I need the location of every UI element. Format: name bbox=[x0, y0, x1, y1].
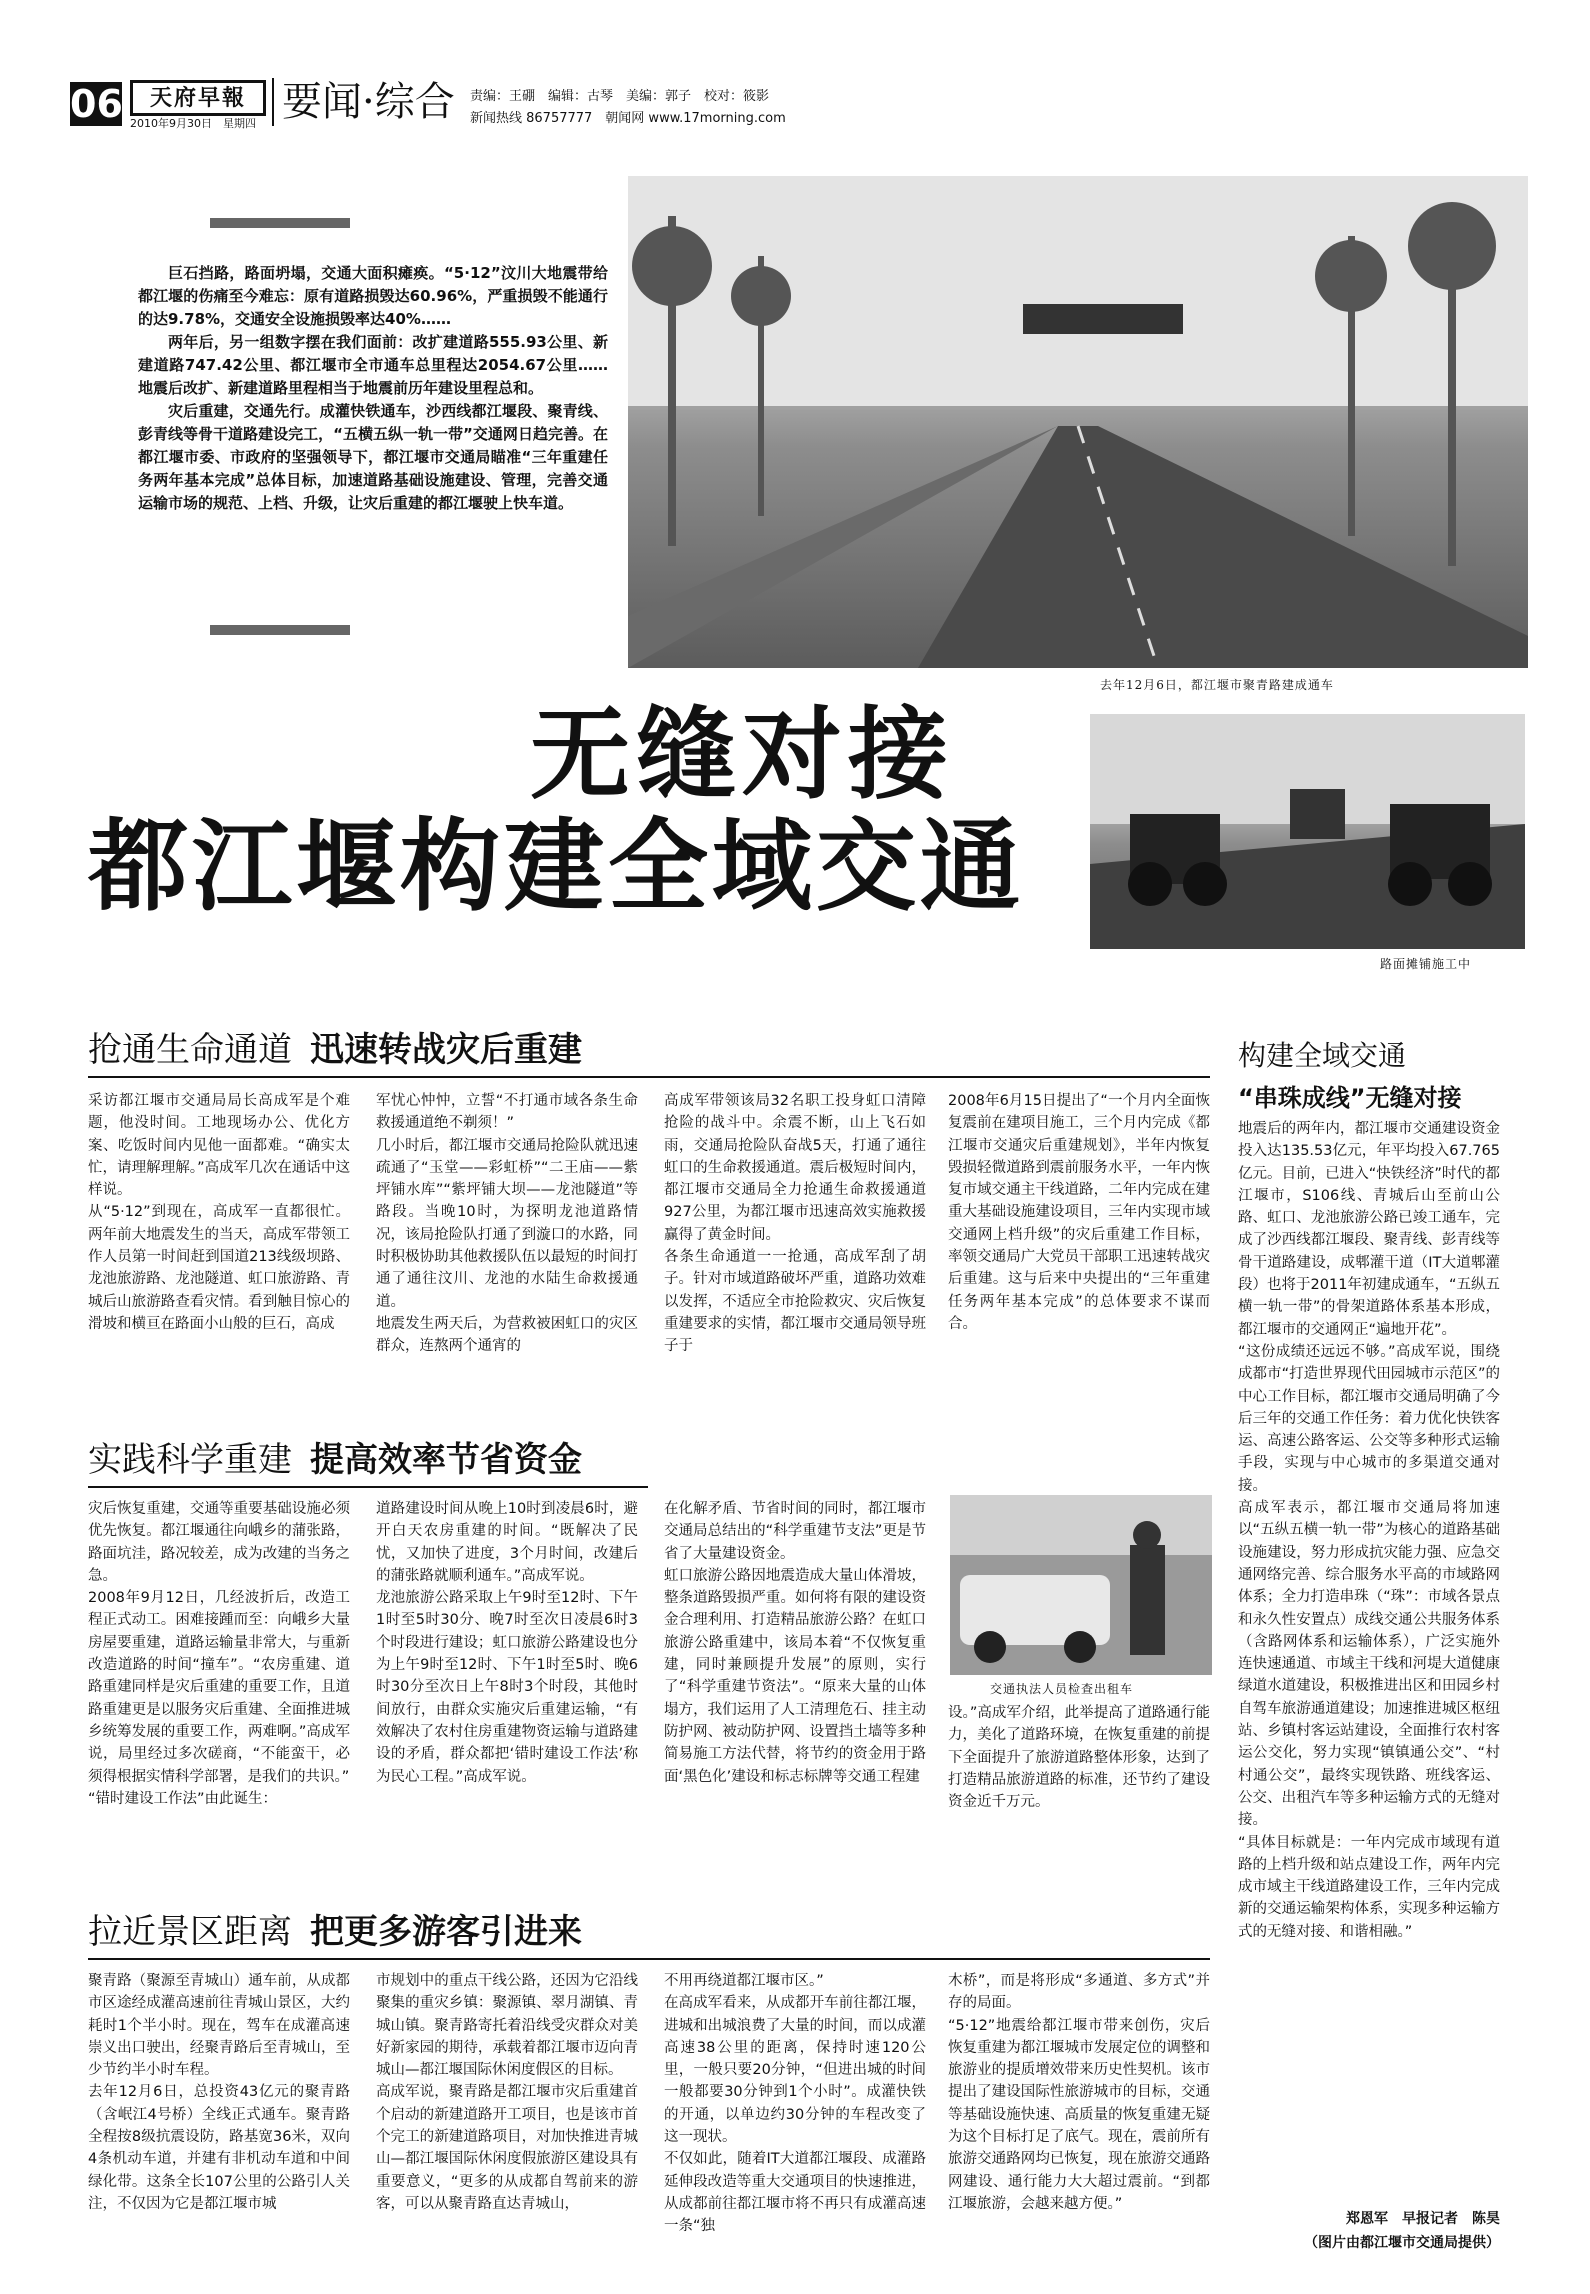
lower-photo-caption: 交通执法人员检查出租车 bbox=[990, 1682, 1134, 1696]
taxi-inspection-photo bbox=[950, 1495, 1212, 1675]
lead-p1: 巨石挡路，路面坍塌，交通大面积瘫痪。“5·12”汶川大地震带给都江堰的伤痛至今难忘：原有道路损毁达60.96%，严重损毁不能通行的达9.78%，交通安全设施损毁率达40%…… bbox=[138, 264, 608, 328]
section2-title-a: 实践科学重建 bbox=[88, 1440, 292, 1480]
section1-heading bbox=[88, 1030, 582, 1070]
paving-illustration bbox=[1090, 714, 1525, 949]
section1-col1: 采访都江堰市交通局局长高成军是个难题，他没时间。工地现场办公、优化方案、吃饭时间内见他一面都难。“确实太忙，请理解理解。”高成军几次在通话中这样说。 从“5·12”到现在，高成军一直都很忙。两年前大地震发生的当天，高成军带领工作人员第一时间赶到国道213线级坝路、龙池旅游路、龙池隧道、虹口旅游路、青城后山旅游路查看灾情。看到触目惊心的滑坡和横亘在路面小山般的巨石，高成 bbox=[88, 1093, 350, 1332]
lead-p2: 两年后，另一组数字摆在我们面前：改扩建道路555.93公里、新建道路747.42公里、都江堰市全市通车总里程达2054.67公里……地震后改扩、新建道路里程相当于地震前历年建设里程总和。 bbox=[138, 333, 608, 397]
section3-col1: 聚青路（聚源至青城山）通车前，从成都市区途经成灌高速前往青城山景区，大约耗时1个半小时。现在，驾车在成灌高速崇义出口驶出，经聚青路后至青城山，至少节约半小时车程。 去年12月6日，总投资43亿元的聚青路（含岷江4号桥）全线正式通车。聚青路全程按8级抗震设防，路基宽36米，双向4条机动车道，并建有非机动车道和中间绿化带。这条全长107公里的公路引人关注，不仅因为它是都江堰市城 bbox=[88, 1973, 350, 2212]
credits-editors: 责编：王硼 编辑：古琴 美编：郭子 校对：筱影 bbox=[470, 89, 770, 104]
section2-rule bbox=[88, 1486, 648, 1488]
lead-bracket-top bbox=[210, 218, 350, 228]
sidebar-title: 构建全域交通 bbox=[1238, 1039, 1407, 1072]
credits-hotline: 新闻热线 86757777 朝闻网 www.17morning.com bbox=[470, 111, 786, 126]
newspaper-logo: 天府早報 bbox=[130, 80, 266, 116]
sidebar-subtitle: “串珠成线”无缝对接 bbox=[1238, 1084, 1462, 1112]
section2-col1: 灾后恢复重建，交通等重要基础设施必须优先恢复。都江堰通往向峨乡的蒲张路，路面坑洼，路况较差，成为改建的当务之急。 2008年9月12日，几经波折后，改造工程正式动工。困难接踵而至：向峨乡大量房屋要重建，道路运输量非常大，与重新改造道路的时间“撞车”。“农房重建、道路重建同样是灾后重建的重要工作，且道路重建更是以服务灾后重建、全面推进城乡统筹发展的重要工作，两难啊。”高成军说，局里经过多次磋商，“不能蛮干，必须得根据实情科学部署，是我们的共识。” “错时建设工作法”由此诞生： bbox=[88, 1501, 350, 1807]
lead-p3: 灾后重建，交通先行。成灌快铁通车，沙西线都江堰段、聚青线、彭青线等骨干道路建设完工，“五横五纵一轨一带”交通网日趋完善。在都江堰市委、市政府的坚强领导下，都江堰市交通局瞄准“三年重建任务两年基本完成”总体目标，加速道路基础设施建设、管理，完善交通运输市场的规范、上档、升级，让灾后重建的都江堰驶上快车道。 bbox=[138, 402, 608, 512]
section3-col3: 不用再绕道都江堰市区。” 在高成军看来，从成都开车前往都江堰，进城和出城浪费了大量的时间，而以成灌高速38公里的距离，保持时速120公里，一般只要20分钟，“但进出城的时间一般都要30分钟到1个小时”。成灌快铁的开通，以单边约30分钟的车程改变了这一现状。 不仅如此，随着IT大道都江堰段、成灌路延伸段改造等重大交通项目的快速推进，从成都前往都江堰市将不再只有成灌高速一条“独 bbox=[664, 1973, 926, 2235]
road-photo bbox=[628, 176, 1528, 668]
lead-paragraphs bbox=[138, 262, 608, 515]
paving-photo bbox=[1090, 714, 1525, 949]
taxi-illustration bbox=[950, 1495, 1212, 1675]
headline-line1: 无缝对接 bbox=[530, 696, 954, 813]
section2-title-b: 提高效率节省资金 bbox=[310, 1440, 582, 1480]
road-illustration bbox=[628, 176, 1528, 668]
section1-title-b: 迅速转战灾后重建 bbox=[310, 1030, 582, 1070]
section2-heading bbox=[88, 1440, 582, 1480]
lead-bracket-bottom bbox=[210, 625, 350, 635]
sidebar-byline: 郑恩军 早报记者 陈昊 bbox=[1346, 2211, 1500, 2227]
section3-heading bbox=[88, 1912, 582, 1952]
top-photo-caption: 去年12月6日，都江堰市聚青路建成通车 bbox=[1100, 678, 1334, 692]
photo-source: （图片由都江堰市交通局提供） bbox=[1304, 2235, 1500, 2251]
section3-col4: 木桥”，而是将形成“多通道、多方式”并存的局面。 “5·12”地震给都江堰市带来创伤，灾后恢复重建为都江堰城市发展定位的调整和旅游业的提质增效带来历史性契机。该市提出了建设国际性旅游城市的目标，交通等基础设施快速、高质量的恢复重建无疑为这个目标打足了底气。现在，震前所有旅游交通路网均已恢复，现在旅游交通路网建设、通行能力大大超过震前。“到都江堰旅游，会越来越方便。” bbox=[948, 1973, 1210, 2212]
section1-title-a: 抢通生命通道 bbox=[88, 1030, 292, 1070]
section2-col3: 在化解矛盾、节省时间的同时，都江堰市交通局总结出的“科学重建节支法”更是节省了大量建设资金。 虹口旅游公路因地震造成大量山体滑坡，整条道路毁损严重。如何将有限的建设资金合理利用、打造精品旅游公路？在虹口旅游公路重建中，该局本着“不仅恢复重建，同时兼顾提升发展”的原则，实行了“科学重建节资法”。“原来大量的山体塌方，我们运用了人工清理危石、挂主动防护网、被动防护网、设置挡土墙等多种简易施工方法代替，将节约的资金用于路面‘黑色化’建设和标志标牌等交通工程建 bbox=[664, 1501, 926, 1785]
sidebar-body: 地震后的两年内，都江堰市交通建设资金投入达135.53亿元，年平均投入67.765亿元。目前，已进入“快铁经济”时代的都江堰市，S106线、青城后山至前山公路、虹口、龙池旅游公路已竣工通车，完成了沙西线都江堰段、聚青线、彭青线等骨干道路建设，成郫灌干道（IT大道郫灌段）也将于2011年初建成通车，“五纵五横一轨一带”的骨架道路体系基本形成，都江堰市的交通网正“遍地开花”。 “这份成绩还远远不够。”高成军说，围绕成都市“打造世界现代田园城市示范区”的中心工作目标，都江堰市交通局明确了今后三年的交通工作任务：着力优化快铁客运、高速公路客运、公交等多种形式运输手段，实现与中心城市的多渠道交通对接。 高成军表示，都江堰市交通局将加速以“五纵五横一轨一带”为核心的道路基础设施建设，努力形成抗灾能力强、应急交通网络完善、综合服务水平高的市域路网体系；全力打造串珠（“珠”：市域各景点和永久性安置点）成线交通公共服务体系（含路网体系和运输体系），广泛实施外连快速通道、市域主干线和河堤大道健康绿道水道建设，积极推进出区和田园乡村自驾车旅游通道建设；加速推进城区枢纽站、乡镇村客运站建设，全面推行农村客运公交化，努力实现“镇镇通公交”、“村村通公交”，最终实现铁路、班线客运、公交、出租汽车等多种运输方式的无缝对接。 “具体目标就是：一年内完成市域现有道路的上档升级和站点建设工作，两年内完成市域主干线道路建设工作，三年内完成新的交通运输架构体系，实现多种运输方式的无缝对接、和谐相融。” bbox=[1238, 1121, 1500, 1940]
editorial-credits bbox=[470, 86, 786, 130]
section2-col2: 道路建设时间从晚上10时到凌晨6时，避开白天农房重建的时间。“既解决了民忧，又加快了进度，3个月时间，改建后的蒲张路就顺利通车。”高成军说。 龙池旅游公路采取上午9时至12时、下午1时至5时30分、晚7时至次日凌晨6时3个时段进行建设；虹口旅游公路建设也分为上午9时至12时、下午1时至5时、晚6时30分至次日上午8时3个时段，其他时间放行，由群众实施灾后重建运输，“有效解决了农村住房重建物资运输与道路建设的矛盾，群众都把‘错时建设工作法’称为民心工程。”高成军说。 bbox=[376, 1501, 638, 1785]
section3-title-a: 拉近景区距离 bbox=[88, 1912, 292, 1952]
middle-photo-caption: 路面摊铺施工中 bbox=[1380, 957, 1472, 971]
issue-date: 2010年9月30日 星期四 bbox=[130, 117, 256, 130]
section1-col3: 高成军带领该局32名职工投身虹口清障抢险的战斗中。余震不断，山上飞石如雨，交通局抢险队奋战5天，打通了通往虹口的生命救援通道。震后极短时间内，都江堰市交通局全力抢通生命救援通道927公里，为都江堰市迅速高效实施救援赢得了黄金时间。 各条生命通道一一抢通，高成军刮了胡子。针对市域道路破坏严重，道路功效难以发挥，不适应全市抢险救灾、灾后恢复重建要求的实情，都江堰市交通局领导班子于 bbox=[664, 1093, 926, 1355]
section3-col2: 市规划中的重点干线公路，还因为它沿线聚集的重灾乡镇：聚源镇、翠月湖镇、青城山镇。聚青路寄托着沿线受灾群众对美好新家园的期待，承载着都江堰市迈向青城山—都江堰国际休闲度假区的目标。 高成军说，聚青路是都江堰市灾后重建首个启动的新建道路开工项目，也是该市首个完工的新建道路项目，对加快推进青城山—都江堰国际休闲度假旅游区建设具有重要意义，“更多的从成都自驾前来的游客，可以从聚青路直达青城山， bbox=[376, 1973, 638, 2212]
section1-col2: 军忧心忡忡，立誓“不打通市域各条生命救援通道绝不剃须！” 几小时后，都江堰市交通局抢险队就迅速疏通了“玉堂——彩虹桥”“二王庙——紫坪铺水库”“紫坪铺大坝——龙池隧道”等路段。当晚10时，为探明龙池道路情况，该局抢险队打通了到漩口的水路，同时积极协助其他救援队伍以最短的时间打通了通往汶川、龙池的水陆生命救援通道。 地震发生两天后，为营救被困虹口的灾区群众，连熬两个通宵的 bbox=[376, 1093, 638, 1355]
section-title: 要闻·综合 bbox=[272, 78, 455, 126]
headline-line2: 都江堰构建全域交通 bbox=[88, 808, 1024, 925]
section3-rule bbox=[88, 1958, 1210, 1960]
section1-rule bbox=[88, 1076, 1210, 1078]
page-number: 06 bbox=[70, 82, 123, 126]
section1-col4: 2008年6月15日提出了“一个月内全面恢复震前在建项目施工，三个月内完成《都江堰市交通灾后重建规划》，半年内恢复毁损轻微道路到震前服务水平，一年内恢复市域交通主干线道路，二年内完成在建重大基础设施建设项目，三年内实现市域交通网上档升级”的灾后重建工作目标，率领交通局广大党员干部职工迅速转战灾后重建。这与后来中央提出的“三年重建任务两年基本完成”的总体要求不谋而合。 bbox=[948, 1093, 1210, 1332]
section2-col4: 设。”高成军介绍，此举提高了道路通行能力，美化了道路环境，在恢复重建的前提下全面提升了旅游道路整体形象，达到了打造精品旅游道路的标准，还节约了建设资金近千万元。 bbox=[948, 1705, 1210, 1811]
section3-title-b: 把更多游客引进来 bbox=[310, 1912, 582, 1952]
